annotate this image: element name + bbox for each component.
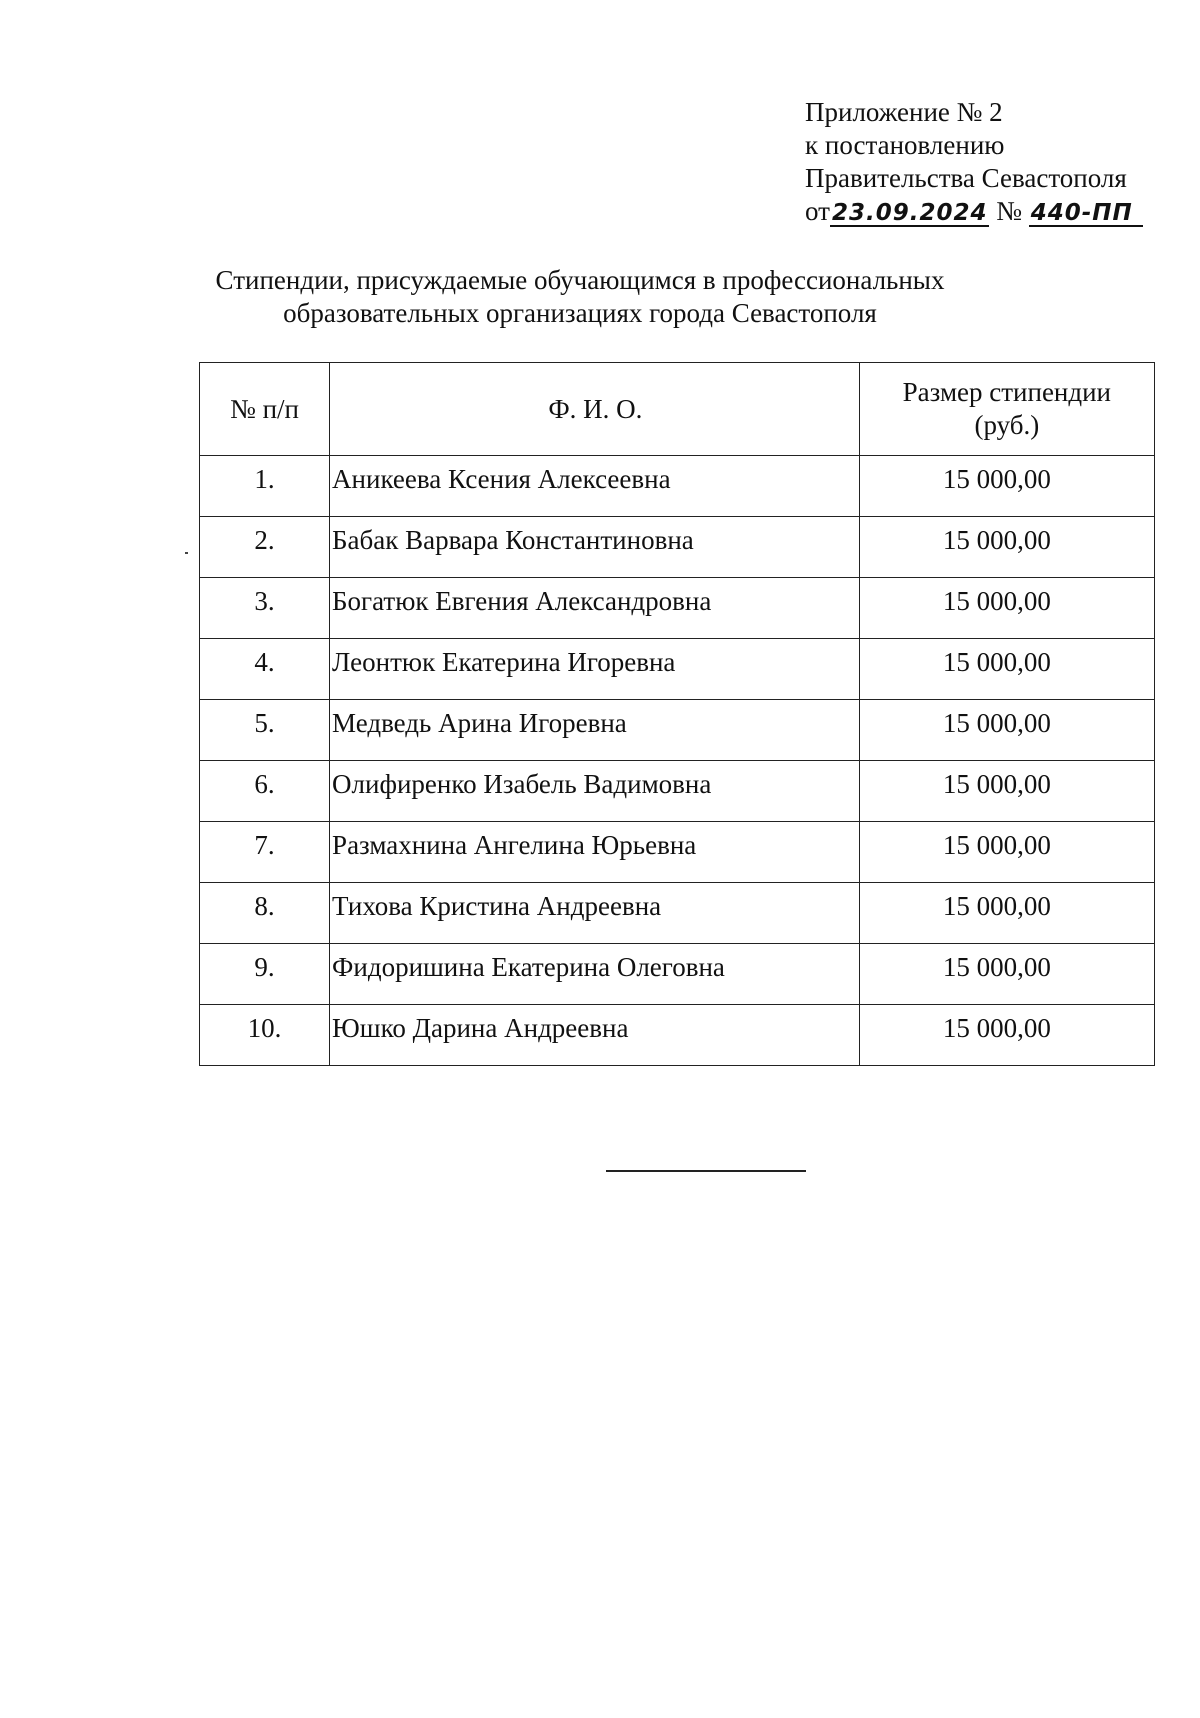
row-amount-cell <box>859 639 1154 700</box>
row-amount: 15 000,00 <box>942 586 1051 616</box>
table-row <box>200 883 1155 944</box>
row-amount: 15 000,00 <box>942 464 1051 494</box>
row-amount-cell <box>859 822 1154 883</box>
row-amount: 15 000,00 <box>942 952 1051 982</box>
header-name: Ф. И. О. <box>330 363 860 456</box>
row-full-name: Бабак Варвара Константиновна <box>330 517 860 578</box>
table-row <box>200 578 1155 639</box>
row-amount-cell <box>859 761 1154 822</box>
row-amount: 15 000,00 <box>942 647 1051 677</box>
table-header-row <box>200 363 1155 456</box>
table-row <box>200 822 1155 883</box>
row-full-name: Фидоришина Екатерина Олеговна <box>330 944 860 1005</box>
table-row <box>200 456 1155 517</box>
table-row <box>200 639 1155 700</box>
title-line-1: Стипендии, присуждаемые обучающимся в профессиональных <box>215 265 945 295</box>
row-amount: 15 000,00 <box>942 708 1051 738</box>
scan-speck <box>185 552 188 554</box>
row-amount-cell <box>859 883 1154 944</box>
row-full-name: Юшко Дарина Андреевна <box>330 1005 860 1066</box>
scholarship-table <box>199 362 1155 1066</box>
date-prefix: от <box>805 196 830 226</box>
row-amount-cell <box>859 578 1154 639</box>
row-full-name: Тихова Кристина Андреевна <box>330 883 860 944</box>
row-number: 8. <box>200 883 330 944</box>
row-amount: 15 000,00 <box>942 830 1051 860</box>
row-amount-cell <box>859 456 1154 517</box>
table-row <box>200 1005 1155 1066</box>
appendix-block <box>805 96 1165 228</box>
row-amount: 15 000,00 <box>942 1013 1051 1043</box>
row-amount-cell <box>859 700 1154 761</box>
row-number: 6. <box>200 761 330 822</box>
row-number: 5. <box>200 700 330 761</box>
row-amount-cell <box>859 517 1154 578</box>
appendix-line-3: Правительства Севастополя <box>805 163 1127 193</box>
row-number: 2. <box>200 517 330 578</box>
number-prefix: № <box>996 196 1022 226</box>
table-row <box>200 700 1155 761</box>
header-amount <box>859 363 1154 456</box>
handwritten-number: 440-ПП <box>1029 201 1143 227</box>
row-amount: 15 000,00 <box>942 525 1051 555</box>
row-number: 3. <box>200 578 330 639</box>
row-full-name: Олифиренко Изабель Вадимовна <box>330 761 860 822</box>
table-row <box>200 944 1155 1005</box>
table-row <box>200 761 1155 822</box>
header-num: № п/п <box>200 363 330 456</box>
title-line-2: образовательных организациях города Севастополя <box>283 298 877 328</box>
appendix-line-2: к постановлению <box>805 130 1005 160</box>
row-number: 4. <box>200 639 330 700</box>
header-amount-line-2: (руб.) <box>974 410 1040 440</box>
end-rule <box>606 1170 806 1172</box>
row-full-name: Медведь Арина Игоревна <box>330 700 860 761</box>
row-amount: 15 000,00 <box>942 769 1051 799</box>
document-title <box>200 264 960 330</box>
row-amount: 15 000,00 <box>942 891 1051 921</box>
table-body <box>200 456 1155 1066</box>
row-number: 7. <box>200 822 330 883</box>
header-amount-line-1: Размер стипендии <box>902 377 1112 407</box>
row-full-name: Аникеева Ксения Алексеевна <box>330 456 860 517</box>
row-amount-cell <box>859 944 1154 1005</box>
row-full-name: Леонтюк Екатерина Игоревна <box>330 639 860 700</box>
appendix-line-1: Приложение № 2 <box>805 97 1003 127</box>
row-number: 1. <box>200 456 330 517</box>
row-full-name: Богатюк Евгения Александровна <box>330 578 860 639</box>
table-row <box>200 517 1155 578</box>
row-number: 10. <box>200 1005 330 1066</box>
appendix-date-line <box>805 195 1165 228</box>
row-amount-cell <box>859 1005 1154 1066</box>
handwritten-date: 23.09.2024 <box>831 200 988 226</box>
row-number: 9. <box>200 944 330 1005</box>
row-full-name: Размахнина Ангелина Юрьевна <box>330 822 860 883</box>
